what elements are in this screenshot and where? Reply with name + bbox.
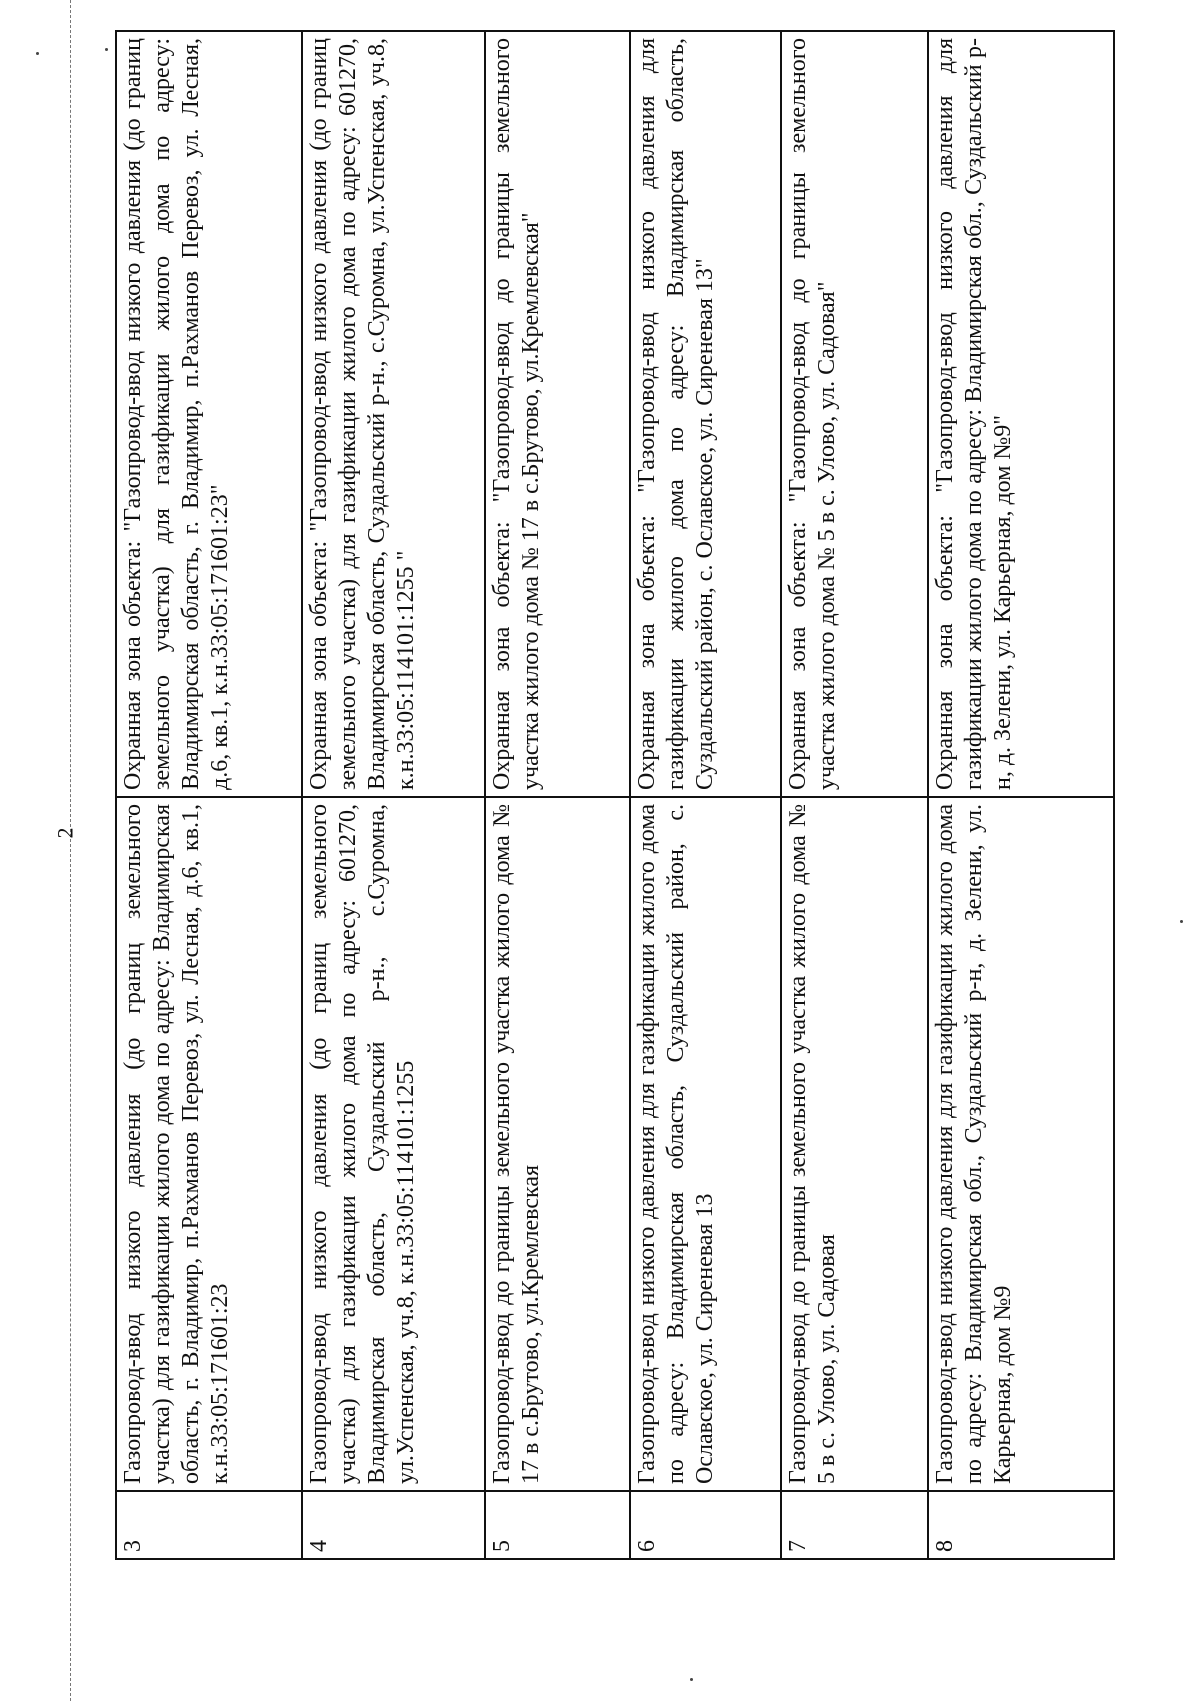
scan-speck <box>105 48 108 51</box>
row-number: 6 <box>630 1491 782 1559</box>
object-description: Газопровод-ввод низкого давления (до границ земельного участка) для газификации жилого дома по адресу: Владимирская область, г. Владимир, п.Рахманов Перевоз, ул. Лесная, д.6, кв.1, к.н.33:05:171601:23 <box>116 797 302 1491</box>
scan-speck <box>1180 920 1183 923</box>
object-description: Газопровод-ввод низкого давления (до границ земельного участка) для газификации жилого дома по адресу: 601270, Владимирская область, Суздальский р-н., с.Суромна, ул.Успенская, уч.8, к.н.33:05:114101:1255 <box>302 797 485 1491</box>
row-number: 7 <box>781 1491 928 1559</box>
table-row <box>630 31 782 1559</box>
zone-description: Охранная зона объекта: "Газопровод-ввод до границы земельного участка жилого дома № 5 в с. Улово, ул. Садовая" <box>781 31 928 797</box>
row-number: 3 <box>116 1491 302 1559</box>
zone-description: Охранная зона объекта: "Газопровод-ввод низкого давления (до границ земельного участка) для газификации жилого дома по адресу: 601270, Владимирская область, Суздальский р-н., с.Суромна, ул.Успенская, уч.8, к.н.33:05:114101:1255 " <box>302 31 485 797</box>
object-description: Газопровод-ввод низкого давления для газификации жилого дома по адресу: Владимирская обл., Суздальский р-н, д. Зелени, ул. Карьерная, дом №9 <box>928 797 1114 1491</box>
protection-zones-table <box>115 30 1115 1560</box>
zone-description: Охранная зона объекта: "Газопровод-ввод низкого давления для газификации жилого дома по адресу: Владимирская обл., Суздальский р-н, д. Зелени, ул. Карьерная, дом №9" <box>928 31 1114 797</box>
page-number: 2 <box>52 827 78 839</box>
zone-description: Охранная зона объекта: "Газопровод-ввод низкого давления для газификации жилого дома по адресу: Владимирская область, Суздальский район, с. Ославское, ул. Сиреневая 13" <box>630 31 782 797</box>
table-row <box>928 31 1114 1559</box>
rotated-page-content <box>115 30 1115 1560</box>
zone-description: Охранная зона объекта: "Газопровод-ввод низкого давления (до границ земельного участка) для газификации жилого дома по адресу: Владимирская область, г. Владимир, п.Рахманов Перевоз, ул. Лесная, д.6, кв.1, к.н.33:05:171601:23" <box>116 31 302 797</box>
row-number: 5 <box>485 1491 629 1559</box>
table-row <box>485 31 629 1559</box>
zone-description: Охранная зона объекта: "Газопровод-ввод до границы земельного участка жилого дома № 17 в с.Брутово, ул.Кремлевская" <box>485 31 629 797</box>
object-description: Газопровод-ввод до границы земельного участка жилого дома № 5 в с. Улово, ул. Садовая <box>781 797 928 1491</box>
object-description: Газопровод-ввод низкого давления для газификации жилого дома по адресу: Владимирская область, Суздальский район, с. Ославское, ул. Сиреневая 13 <box>630 797 782 1491</box>
row-number: 8 <box>928 1491 1114 1559</box>
row-number: 4 <box>302 1491 485 1559</box>
scan-speck <box>690 1678 693 1681</box>
scan-speck <box>36 52 39 55</box>
table-row <box>781 31 928 1559</box>
page-fold-line <box>70 0 71 1701</box>
table-row <box>116 31 302 1559</box>
table-row <box>302 31 485 1559</box>
object-description: Газопровод-ввод до границы земельного участка жилого дома № 17 в с.Брутово, ул.Кремлевская <box>485 797 629 1491</box>
